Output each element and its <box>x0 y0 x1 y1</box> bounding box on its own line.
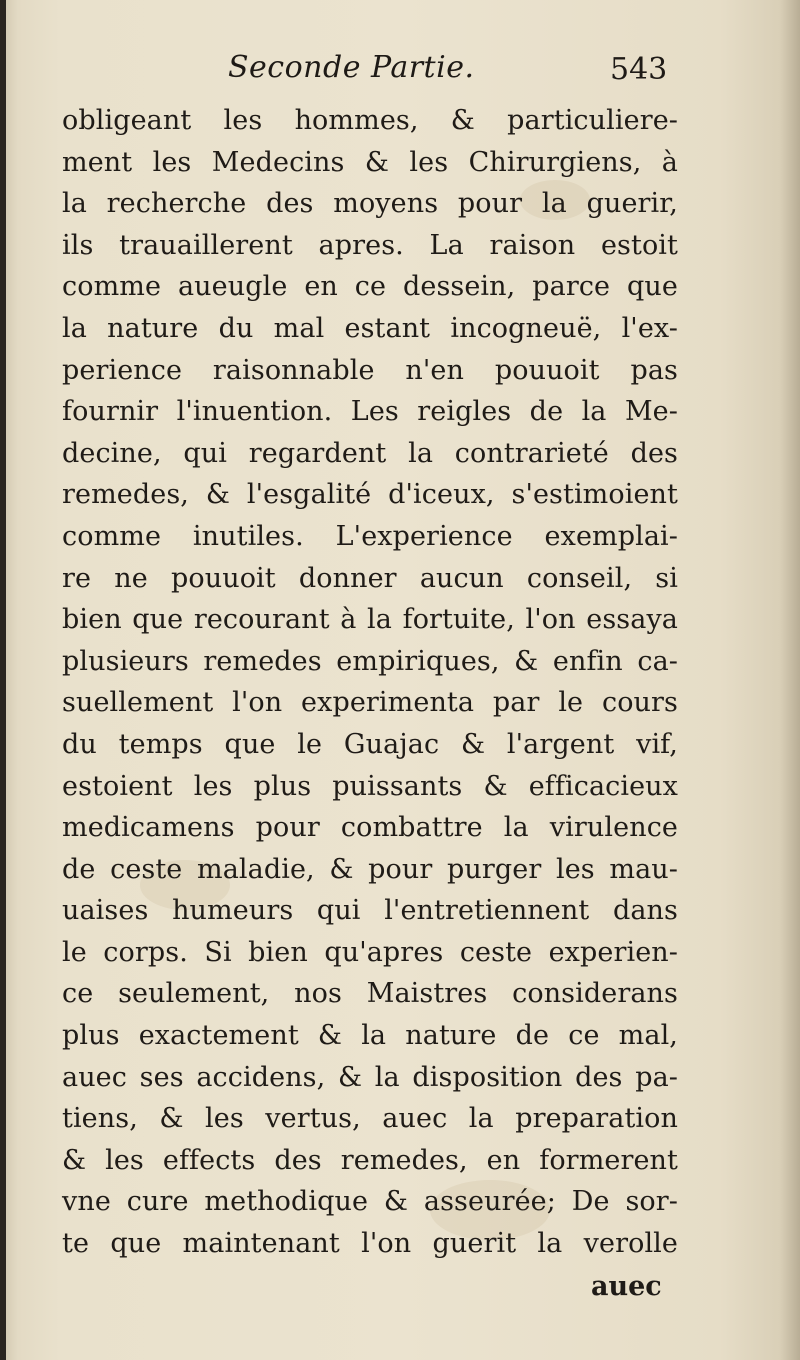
catchword: auec <box>591 1271 662 1302</box>
text-line: la recherche des moyens pour la guerir, <box>62 188 678 220</box>
text-line: perience raisonnable n'en pouuoit pas <box>62 354 678 386</box>
text-line: ce seulement, nos Maistres considerans <box>62 978 678 1010</box>
text-line: medicamens pour combattre la virulence <box>62 812 678 844</box>
text-line: la nature du mal estant incogneuë, l'ex- <box>62 312 678 344</box>
text-line: te que maintenant l'on guerit la verolle <box>62 1228 678 1260</box>
text-line: bien que recourant à la fortuite, l'on essaya <box>62 604 678 636</box>
text-line: ils trauaillerent apres. La raison estoit <box>62 229 678 261</box>
page-header <box>0 50 800 94</box>
text-line: & les effects des remedes, en formerent <box>62 1144 678 1176</box>
page-number: 543 <box>610 52 668 87</box>
text-line: tiens, & les vertus, auec la preparation <box>62 1103 678 1135</box>
text-line: plusieurs remedes empiriques, & enfin ca- <box>62 645 678 677</box>
text-line: du temps que le Guajac & l'argent vif, <box>62 728 678 760</box>
text-line: fournir l'inuention. Les reigles de la Me- <box>62 396 678 428</box>
text-line: ment les Medecins & les Chirurgiens, à <box>62 146 678 178</box>
text-line: estoient les plus puissants & efficacieux <box>62 770 678 802</box>
text-line: remedes, & l'esgalité d'iceux, s'estimoient <box>62 479 678 511</box>
text-line: uaises humeurs qui l'entretiennent dans <box>62 895 678 927</box>
text-line: de ceste maladie, & pour purger les mau- <box>62 853 678 885</box>
body-text <box>62 100 678 1265</box>
text-line: auec ses accidens, & la disposition des pa- <box>62 1061 678 1093</box>
text-line: le corps. Si bien qu'apres ceste experien- <box>62 936 678 968</box>
text-line: obligeant les hommes, & particuliere- <box>62 105 678 136</box>
text-line: re ne pouuoit donner aucun conseil, si <box>62 562 678 594</box>
text-line: plus exactement & la nature de ce mal, <box>62 1020 678 1052</box>
text-line: comme aueugle en ce dessein, parce que <box>62 271 678 303</box>
page-gutter-edge <box>0 0 6 1360</box>
text-line: decine, qui regardent la contrarieté des <box>62 437 678 469</box>
text-line: comme inutiles. L'experience exemplai- <box>62 520 678 552</box>
running-head: Seconde Partie. <box>228 50 475 85</box>
text-line: suellement l'on experimenta par le cours <box>62 687 678 719</box>
text-line: vne cure methodique & asseurée; De sor- <box>62 1186 678 1218</box>
